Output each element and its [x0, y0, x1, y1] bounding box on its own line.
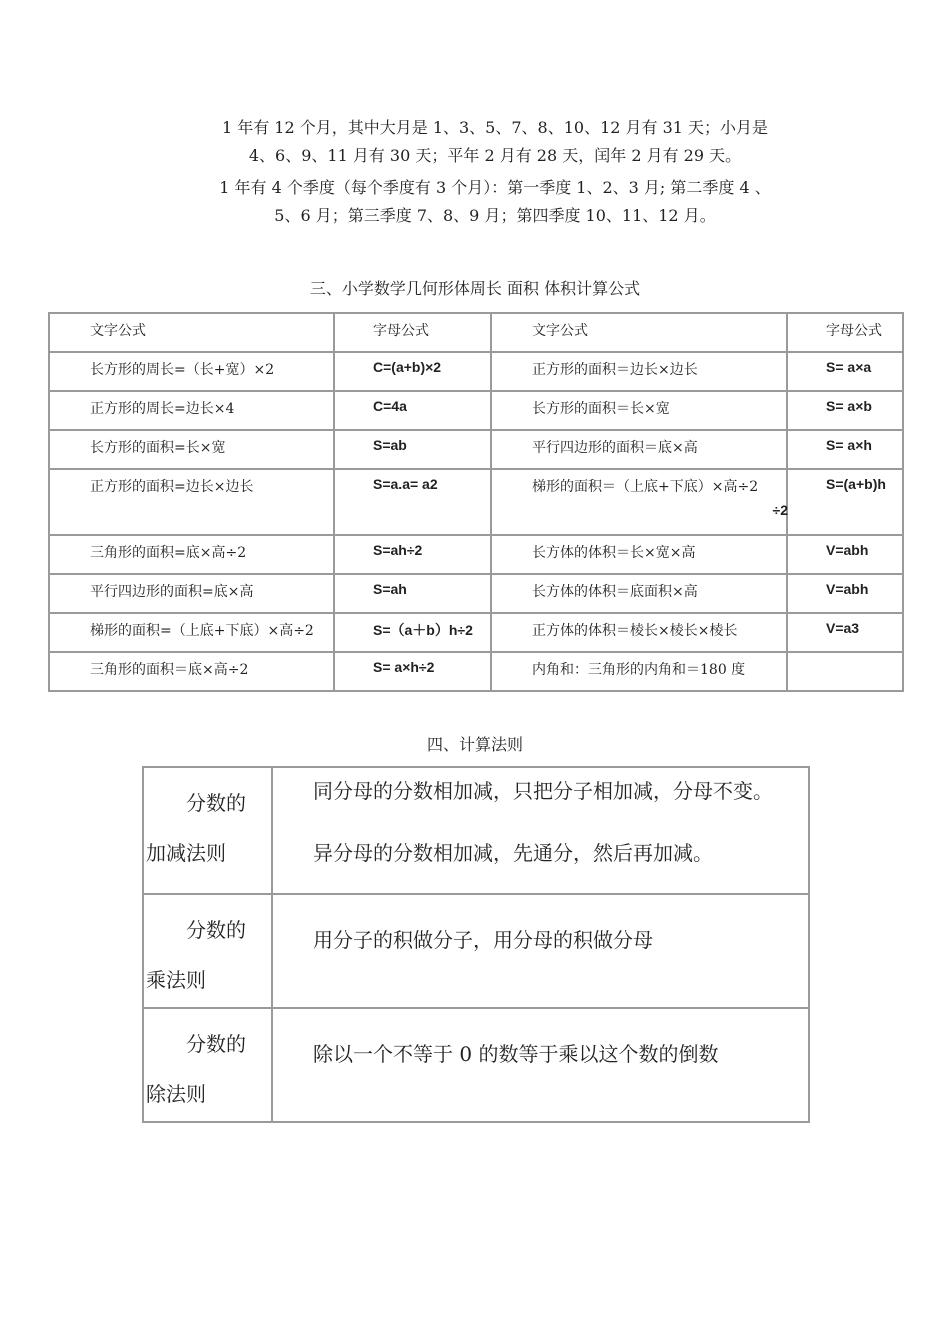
rule-row-divide: [143, 1008, 809, 1122]
rule-name: [143, 767, 272, 894]
intro-line: 5、6 月；第三季度 7、8、9 月；第四季度 10、11、12 月。: [274, 206, 716, 225]
rules-table: [142, 766, 810, 1123]
table-cell: S=ah: [334, 574, 491, 613]
rule-desc-line: 异分母的分数相加减，先通分，然后再加减。: [313, 841, 713, 865]
table-cell: 内角和：三角形的内角和＝180 度: [491, 652, 787, 691]
table-cell: [491, 469, 787, 535]
table-header-row: [49, 313, 903, 352]
table-cell: C=(a+b)×2: [334, 352, 491, 391]
rule-row-multiply: [143, 894, 809, 1008]
table-cell: 平行四边形的面积＝底×高: [491, 430, 787, 469]
rule-desc-line: 除以一个不等于 0 的数等于乘以这个数的倒数: [313, 1042, 719, 1066]
intro-line: 1 年有 4 个季度（每个季度有 3 个月）：第一季度 1、2、3 月; 第二季度 4 、: [219, 178, 771, 197]
table-cell: S= a×h÷2: [334, 652, 491, 691]
rule-desc-line: 用分子的积做分子，用分母的积做分母: [313, 928, 653, 952]
table-cell: S=ab: [334, 430, 491, 469]
rule-description: [272, 767, 809, 894]
intro-line: 4、6、9、11 月有 30 天；平年 2 月有 28 天，闰年 2 月有 29 天。: [248, 146, 742, 165]
table-cell: S= a×h: [787, 430, 903, 469]
table-cell: S= a×b: [787, 391, 903, 430]
rule-name-line: 加减法则: [146, 841, 226, 865]
table-cell: 正方形的面积＝边长×边长: [491, 352, 787, 391]
table-cell: S= a×a: [787, 352, 903, 391]
section3-title: 三、小学数学几何形体周长 面积 体积计算公式: [309, 279, 641, 298]
rule-name-line: 分数的: [186, 918, 246, 942]
header-text-formula: 文字公式: [491, 313, 787, 352]
table-cell: 平行四边形的面积=底×高: [49, 574, 334, 613]
rule-name-line: 分数的: [186, 791, 246, 815]
table-row: [49, 574, 903, 613]
table-cell: 梯形的面积=（上底+下底）×高÷2: [49, 613, 334, 652]
rule-name-line: 除法则: [146, 1082, 206, 1106]
table-cell: C=4a: [334, 391, 491, 430]
rule-row-add-subtract: [143, 767, 809, 894]
intro-paragraph-seasons: [170, 174, 820, 230]
header-letter-formula: 字母公式: [334, 313, 491, 352]
rule-name-line: 分数的: [186, 1032, 246, 1056]
intro-line: 1 年有 12 个月，其中大月是 1、3、5、7、8、10、12 月有 31 天；小月是: [221, 118, 769, 137]
rule-description: [272, 894, 809, 1008]
header-text-formula: 文字公式: [49, 313, 334, 352]
rule-name: [143, 894, 272, 1008]
header-letter-formula: 字母公式: [787, 313, 903, 352]
table-row: [49, 352, 903, 391]
formula-table: [48, 312, 904, 692]
table-cell: 正方形的面积=边长×边长: [49, 469, 334, 535]
table-cell: 正方形的周长=边长×4: [49, 391, 334, 430]
section4-title: 四、计算法则: [426, 735, 523, 754]
table-row: [49, 469, 903, 535]
table-row: [49, 535, 903, 574]
table-cell: 长方形的面积=长×宽: [49, 430, 334, 469]
intro-paragraph-months: [170, 114, 820, 170]
table-row: [49, 652, 903, 691]
table-row: [49, 391, 903, 430]
table-row: [49, 430, 903, 469]
rule-description: [272, 1008, 809, 1122]
table-cell: V=abh: [787, 574, 903, 613]
table-cell: 正方体的体积＝棱长×棱长×棱长: [491, 613, 787, 652]
table-cell: S=（a＋b）h÷2: [334, 613, 491, 652]
table-cell: 三角形的面积=底×高÷2: [49, 535, 334, 574]
table-cell: V=a3: [787, 613, 903, 652]
rule-name-line: 乘法则: [146, 968, 206, 992]
table-row: [49, 613, 903, 652]
table-cell: [787, 652, 903, 691]
table-cell-text: 梯形的面积＝（上底+下底）×高÷2: [532, 479, 759, 495]
table-cell-overflow: ÷2: [772, 502, 788, 518]
table-cell: 长方形的周长=（长+宽）×2: [49, 352, 334, 391]
line-gap: [313, 806, 808, 838]
table-cell: S=a.a= a2: [334, 469, 491, 535]
table-cell: V=abh: [787, 535, 903, 574]
table-cell: S=ah÷2: [334, 535, 491, 574]
table-cell: 三角形的面积＝底×高÷2: [49, 652, 334, 691]
table-cell: S=(a+b)h: [787, 469, 903, 535]
table-cell: 长方形的面积＝长×宽: [491, 391, 787, 430]
rule-desc-line: 同分母的分数相加减，只把分子相加减，分母不变。: [313, 779, 773, 803]
rule-name: [143, 1008, 272, 1122]
table-cell: 长方体的体积＝长×宽×高: [491, 535, 787, 574]
table-cell: 长方体的体积＝底面积×高: [491, 574, 787, 613]
